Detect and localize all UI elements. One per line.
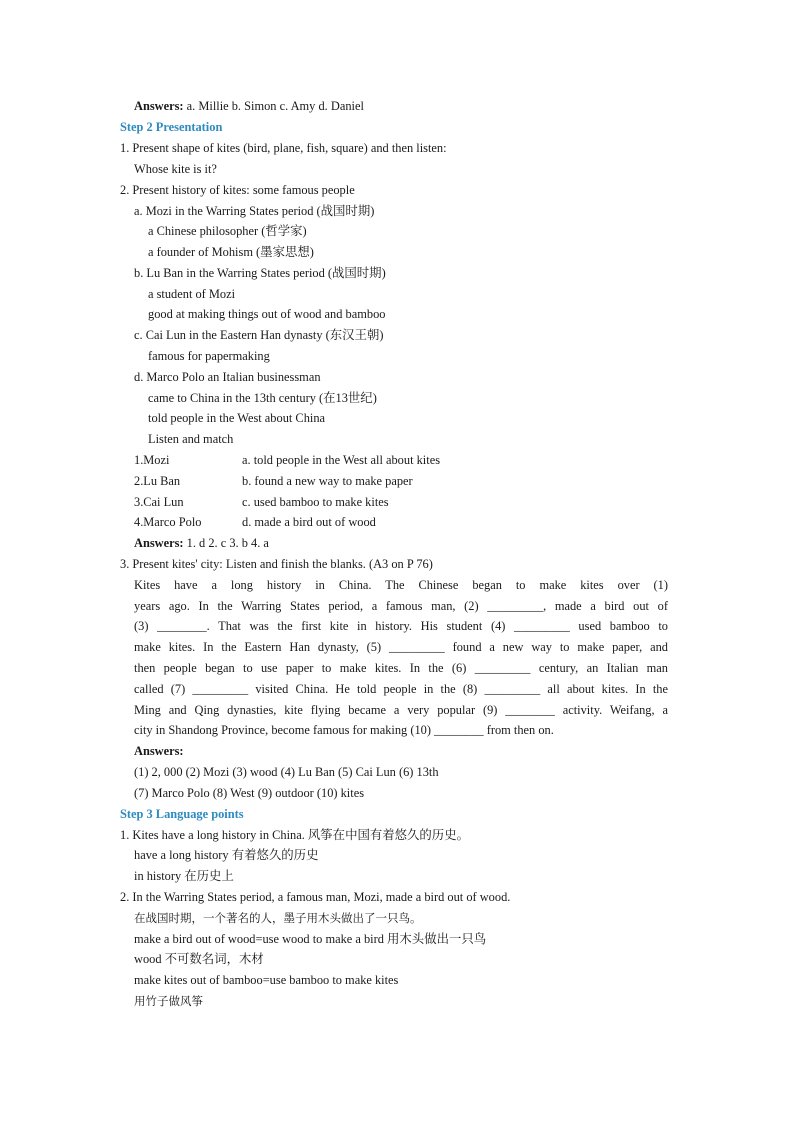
- lp-2-phrase-2: wood 不可数名词，木材: [134, 952, 264, 966]
- step-2-heading: Step 2 Presentation: [120, 120, 223, 134]
- marcopolo-line: d. Marco Polo an Italian businessman: [134, 370, 321, 384]
- lp-2-translation: 在战国时期，一个著名的人，墨子用木头做出了一只鸟。: [134, 911, 422, 925]
- passage-line-2: years ago. In the Warring States period, a famous man, (2) _________, made a bird out of: [134, 599, 668, 613]
- lp-2-phrase-3: make kites out of bamboo=use bamboo to make kites: [134, 973, 399, 987]
- answers-line-1: Answers: a. Millie b. Simon c. Amy d. Daniel: [134, 99, 364, 113]
- cailun-detail-1: famous for papermaking: [148, 349, 270, 363]
- answers-line-3a: (1) 2, 000 (2) Mozi (3) wood (4) Lu Ban (5) Cai Lun (6) 13th: [134, 765, 439, 779]
- marcopolo-detail-2: told people in the West about China: [148, 411, 326, 425]
- lp-2-phrase-1: make a bird out of wood=use wood to make a bird 用木头做出一只鸟: [134, 932, 487, 946]
- listen-and-match: Listen and match: [148, 432, 234, 446]
- match-right-3: c. used bamboo to make kites: [242, 495, 389, 509]
- answers-line-3b: (7) Marco Polo (8) West (9) outdoor (10) kites: [134, 786, 365, 800]
- match-left-1: 1.Mozi: [134, 453, 170, 467]
- answers-line-2: Answers: 1. d 2. c 3. b 4. a: [134, 536, 269, 550]
- passage-line-4: make kites. In the Eastern Han dynasty, (5) _________ found a new way to make paper, and: [134, 640, 668, 654]
- lp-1-phrase-2: in history 在历史上: [134, 869, 234, 883]
- lp-1-phrase-1: have a long history 有着悠久的历史: [134, 848, 319, 862]
- lp-1-sentence: 1. Kites have a long history in China. 风筝在中国有着悠久的历史。: [120, 828, 469, 842]
- item-2-text: 2. Present history of kites: some famous people: [120, 183, 355, 197]
- match-right-2: b. found a new way to make paper: [242, 474, 413, 488]
- cailun-line: c. Cai Lun in the Eastern Han dynasty (东汉王朝): [134, 328, 384, 342]
- passage-line-5: then people began to use paper to make kites. In the (6) _________ century, an Italian man: [134, 661, 668, 675]
- passage-line-8: city in Shandong Province, become famous for making (10) ________ from then on.: [134, 723, 554, 737]
- passage-line-3: (3) ________. That was the first kite in history. His student (4) _________ used bamboo to: [134, 619, 668, 633]
- match-left-2: 2.Lu Ban: [134, 474, 181, 488]
- item-3-text: 3. Present kites' city: Listen and finish the blanks. (A3 on P 76): [120, 557, 433, 571]
- match-left-4: 4.Marco Polo: [134, 515, 202, 529]
- lp-2-sentence: 2. In the Warring States period, a famous man, Mozi, made a bird out of wood.: [120, 890, 511, 904]
- match-right-4: d. made a bird out of wood: [242, 515, 376, 529]
- mozi-detail-1: a Chinese philosopher (哲学家): [148, 224, 307, 238]
- mozi-detail-2: a founder of Mohism (墨家思想): [148, 245, 314, 259]
- passage-line-1: Kites have a long history in China. The Chinese began to make kites over (1): [134, 578, 668, 592]
- step-3-heading: Step 3 Language points: [120, 807, 244, 821]
- luban-line: b. Lu Ban in the Warring States period (战国时期): [134, 266, 386, 280]
- passage-line-6: called (7) _________ visited China. He told people in the (8) _________ all about kites. In the: [134, 682, 668, 696]
- lp-2-phrase-4: 用竹子做风筝: [134, 994, 203, 1008]
- answers-label-3: Answers:: [134, 744, 184, 758]
- marcopolo-detail-1: came to China in the 13th century (在13世纪): [148, 391, 377, 405]
- match-left-3: 3.Cai Lun: [134, 495, 184, 509]
- item-1-question: Whose kite is it?: [134, 162, 217, 176]
- match-right-1: a. told people in the West all about kites: [242, 453, 441, 467]
- luban-detail-1: a student of Mozi: [148, 287, 236, 301]
- mozi-line: a. Mozi in the Warring States period (战国时期): [134, 204, 375, 218]
- luban-detail-2: good at making things out of wood and bamboo: [148, 307, 386, 321]
- passage-line-7: Ming and Qing dynasties, kite flying became a very popular (9) ________ activity. Weifang, a: [134, 703, 668, 717]
- item-1-text: 1. Present shape of kites (bird, plane, fish, square) and then listen:: [120, 141, 447, 155]
